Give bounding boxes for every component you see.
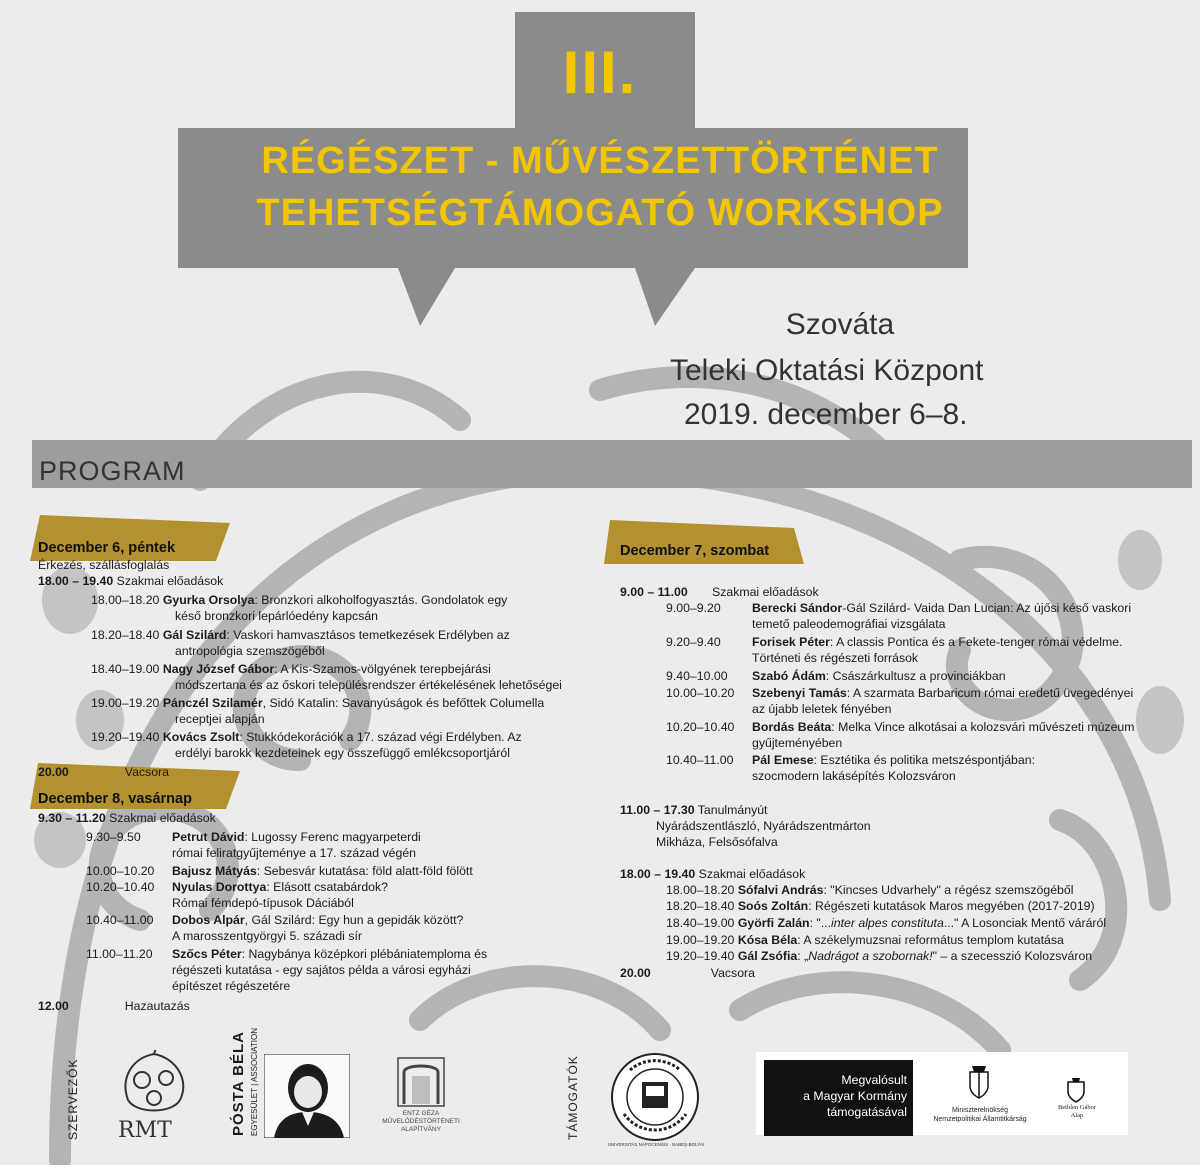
day2-talk2-5: 19.20–19.40 Gál Zsófia: „Nadrágot a szobornak!" – a szecesszió Kolozsváron xyxy=(666,949,1093,963)
program-bar xyxy=(32,440,1192,488)
day3-talk-1: 9.30–9.50 Petrut Dávid: Lugossy Ferenc magyarpeterdi xyxy=(86,830,421,844)
day1-talk-5: 19.20–19.40 Kovács Zsolt: Stukkódekorációk a 17. század végi Erdélyben. Az xyxy=(91,730,522,744)
day1-talk-4-cont: receptjei alapján xyxy=(175,712,265,726)
venue-city: Szováta xyxy=(785,308,895,341)
day2-talk-1: 9.00–9.20 Berecki Sándor-Gál Szilárd- Vaida Dan Lucian: Az újősi késő vaskori xyxy=(666,601,1132,615)
day1-block-header: 18.00 – 19.40 Szakmai előadások xyxy=(38,574,224,588)
program-label: PROGRAM xyxy=(39,456,186,486)
day3-title: December 8, vasárnap xyxy=(38,791,192,807)
day2-talk-3: 9.40–10.00 Szabó Ádám: Császárkultusz a provinciákban xyxy=(666,669,1006,683)
day1-arrival: Érkezés, szállásfoglalás xyxy=(38,558,170,572)
entz-logo xyxy=(396,1056,446,1108)
day1-talk-3-cont: módszertana és az őskori településrendszer értékelésének lehetőségei xyxy=(175,678,562,692)
day3-talk-5: 11.00–11.20 Szőcs Péter: Nagybánya középkori plébániatemploma és xyxy=(86,947,488,961)
day1-talk-1-cont: késő bronzkori lepárlóedény kapcsán xyxy=(175,609,379,623)
day3-talk-5-cont2: építészet régészetére xyxy=(172,979,291,993)
venue-place: Teleki Oktatási Központ xyxy=(670,354,984,387)
university-text: UNIVERSITAS NAPOCENSIS · BABEŞ-BOLYAI xyxy=(607,1142,705,1147)
day2-talk2-2: 18.20–18.40 Soós Zoltán: Régészeti kutatások Maros megyében (2017-2019) xyxy=(666,899,1095,913)
day2-talk-6: 10.40–11.00 Pál Emese: Esztétika és politika metszéspontjában: xyxy=(666,753,1035,767)
day1-talk-2: 18.20–18.40 Gál Szilárd: Vaskori hamvasztásos temetkezések Erdélyben az xyxy=(91,628,510,642)
entz-logo-text: ENTZ GÉZA MŰVELŐDÉSTÖRTÉNETI ALAPÍTVÁNY xyxy=(382,1110,460,1133)
day3-talk-5-cont: régészeti kutatása - egy sajátos példa a városi egyházi xyxy=(172,963,471,977)
day2-talk-4-cont: az újabb leletek fényében xyxy=(752,702,892,716)
day1-talk-3: 18.40–19.00 Nagy József Gábor: A Kis-Szamos-völgyének terepbejárási xyxy=(91,662,491,676)
ministry-text: Miniszterelnökség Nemzetpolitikai Államtitkárság xyxy=(933,1107,1027,1123)
bethlen-crest-icon xyxy=(1066,1078,1086,1104)
day1-talk-5-cont: erdélyi barokk kezdeteinek egy összefüggő emlékcsoportjáról xyxy=(175,746,510,760)
day2-talk-2-cont: Történeti és régészeti források xyxy=(752,651,919,665)
day2-talk-1-cont: temető paleodemográfiai vizsgálata xyxy=(752,617,946,631)
venue-date: 2019. december 6–8. xyxy=(684,398,968,431)
posta-portrait xyxy=(264,1054,350,1138)
day1-dinner: 20.00 Vacsora xyxy=(38,765,169,779)
support-black-panel: Megvalósult a Magyar Kormány támogatásával xyxy=(764,1060,913,1136)
day2-trip-line-1: Nyárádszentlászló, Nyárádszentmárton xyxy=(656,819,871,833)
day3-block-header: 9.30 – 11.20 Szakmai előadások xyxy=(38,811,216,825)
day2-talk-5: 10.20–10.40 Bordás Beáta: Melka Vince alkotásai a kolozsvári művészeti múzeum xyxy=(666,720,1135,734)
university-seal xyxy=(610,1052,700,1142)
day2-block1-header: 9.00 – 11.00 Szakmai előadások xyxy=(620,585,819,599)
day2-block2-header: 18.00 – 19.40 Szakmai előadások xyxy=(620,867,806,881)
day3-departure: 12.00 Hazautazás xyxy=(38,999,190,1013)
day3-talk-3-cont: Római fémdepó-típusok Dáciából xyxy=(172,896,354,910)
hungarian-coat-of-arms-icon xyxy=(966,1064,992,1100)
day2-talk-5-cont: gyűjteményében xyxy=(752,736,843,750)
day2-title: December 7, szombat xyxy=(620,543,770,559)
rmt-logo-text: RMT xyxy=(118,1118,172,1143)
day2-talk2-3: 18.40–19.00 Györfi Zalán: "...inter alpes constituta..." A Losonciak Mentő váráról xyxy=(666,916,1107,930)
day3-talk-4: 10.40–11.00 Dobos Alpár, Gál Szilárd: Egy hun a gepidák között? xyxy=(86,913,464,927)
day3-talk-2: 10.00–10.20 Bajusz Mátyás: Sebesvár kutatása: föld alatt-föld fölött xyxy=(86,864,473,878)
edition-number: III. xyxy=(562,39,638,106)
sponsors-label: TÁMOGATÓK xyxy=(566,1055,580,1140)
day1-talk-4: 19.00–19.20 Pánczél Szilamér, Sidó Katalin: Savanyúságok és befőttek Columella xyxy=(91,696,545,710)
organizers-label: SZERVEZŐK xyxy=(66,1058,80,1140)
day1-talk-1: 18.00–18.20 Gyurka Orsolya: Bronzkori alkoholfogyasztás. Gondolatok egy xyxy=(91,593,508,607)
posta-logo-line-1: PÓSTA BÉLA xyxy=(230,1030,247,1136)
day3-talk-4-cont: A marosszentgyörgyi 5. századi sír xyxy=(172,929,362,943)
day3-talk-3: 10.20–10.40 Nyulas Dorottya: Elásott csatabárdok? xyxy=(86,880,388,894)
day2-talk-6-cont: szocmodern lakásépítés Kolozsváron xyxy=(752,769,956,783)
day1-talk-2-cont: antropológia szemszögéből xyxy=(175,644,325,658)
posta-logo-line-2: EGYESÜLET | ASSOCIATION xyxy=(250,1027,259,1136)
bethlen-text: Bethlen Gábor Alap xyxy=(1057,1104,1097,1119)
day2-talk-4: 10.00–10.20 Szebenyi Tamás: A szarmata Barbaricum római eredetű üvegedényei xyxy=(666,686,1134,700)
title-line-1: RÉGÉSZET - MŰVÉSZETTÖRTÉNET xyxy=(261,140,939,182)
day2-trip-header: 11.00 – 17.30 Tanulmányút xyxy=(620,803,768,817)
rmt-logo xyxy=(112,1050,196,1116)
day2-talk2-4: 19.00–19.20 Kósa Béla: A székelymuzsnai református templom kutatása xyxy=(666,933,1064,947)
day2-trip-line-2: Mikháza, Felsősófalva xyxy=(656,835,778,849)
day3-talk-1-cont: római feliratgyűjteménye a 17. század végén xyxy=(172,846,417,860)
day2-talk-2: 9.20–9.40 Forisek Péter: A classis Pontica és a Fekete-tenger római védelme. xyxy=(666,635,1123,649)
day2-talk2-1: 18.00–18.20 Sófalvi András: "Kincses Udvarhely" a régész szemszögéből xyxy=(666,883,1074,897)
title-line-2: TEHETSÉGTÁMOGATÓ WORKSHOP xyxy=(256,192,944,234)
day1-title: December 6, péntek xyxy=(38,540,176,556)
day2-dinner: 20.00 Vacsora xyxy=(620,966,755,980)
